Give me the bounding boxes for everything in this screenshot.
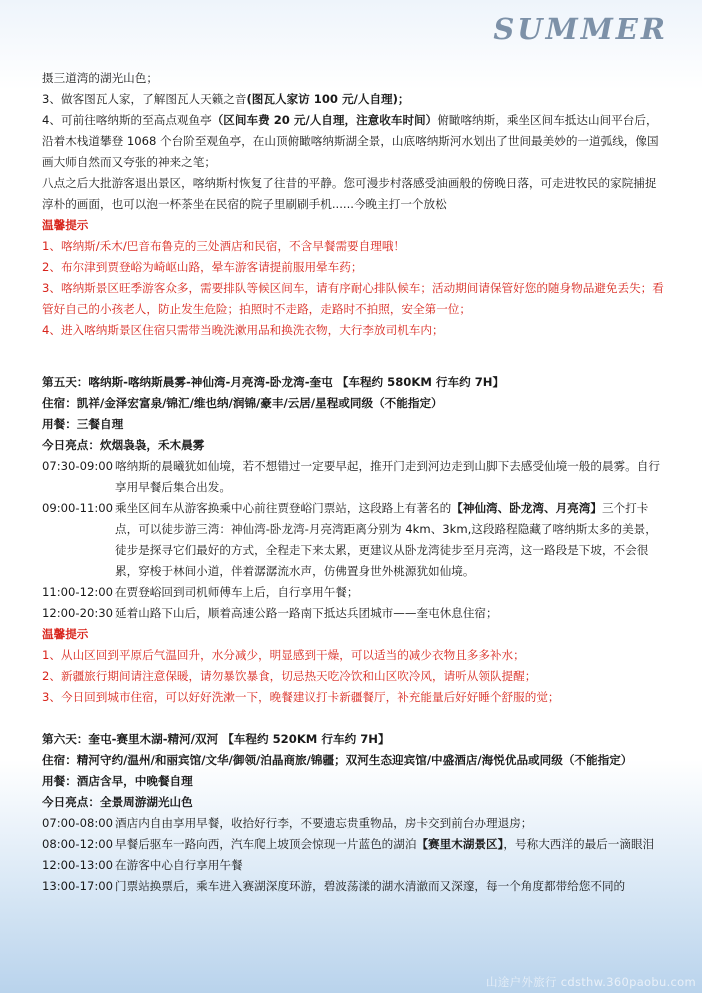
schedule-time: 09:00-11:00 [42, 501, 114, 515]
schedule-row [42, 456, 664, 498]
schedule-time: 07:00-08:00 [42, 816, 114, 830]
tip-item: 3、喀纳斯景区旺季游客众多，需要排队等候区间车，请有序耐心排队候车；活动期间请保管好您的随身物品避免丢失；看管好自己的小孩老人，防止发生危险；拍照时不走路，走路时不拍照，安全第一位； [42, 281, 664, 316]
schedule-desc: 酒店内自由享用早餐，收拾好行李，不要遗忘贵重物品，房卡交到前台办理退房； [115, 816, 533, 830]
schedule-row [42, 498, 664, 582]
tip-item: 1、从山区回到平原后气温回升，水分减少，明显感到干燥，可以适当的减少衣物且多多补水； [42, 648, 525, 662]
schedule-row [42, 834, 664, 855]
schedule-time: 13:00-17:00 [42, 879, 114, 893]
schedule-row [42, 582, 664, 603]
tip-item: 2、新疆旅行期间请注意保暖，请勿暴饮暴食，切忌热天吃冷饮和山区吹冷风，请听从领队提醒； [42, 669, 537, 683]
day5-title: 第五天：喀纳斯-喀纳斯晨雾-神仙湾-月亮湾-卧龙湾-奎屯 【车程约 580KM 行车约 7H】 [42, 375, 505, 389]
tip-item: 4、进入喀纳斯景区住宿只需带当晚洗漱用品和换洗衣物，大行李放司机车内； [42, 323, 444, 337]
tip-item: 3、今日回到城市住宿，可以好好洗漱一下，晚餐建议打卡新疆餐厅，补充能量后好好睡个舒服的觉； [42, 690, 560, 704]
day6-title: 第六天：奎屯-赛里木湖-精河/双河 【车程约 520KM 行车约 7H】 [42, 732, 390, 746]
schedule-desc: 门票站换票后，乘车进入赛湖深度环游，碧波荡漾的湖水清澈而又深邃，每一个角度都带给您不同的 [115, 879, 626, 893]
schedule-desc: 延着山路下山后，顺着高速公路一路南下抵达兵团城市——奎屯休息住宿； [115, 606, 498, 620]
day5-hotel: 住宿：凯祥/金泽宏富泉/锦汇/维也纳/润锦/豪丰/云居/星程或同级（不能指定） [42, 396, 443, 410]
schedule-row [42, 855, 664, 876]
schedule-time: 07:30-09:00 [42, 459, 114, 473]
schedule-time: 12:00-13:00 [42, 858, 114, 872]
schedule-time: 12:00-20:30 [42, 606, 114, 620]
schedule-desc: 在贾登峪回到司机师傅车上后，自行享用午餐； [115, 585, 359, 599]
intro-item-3: 3、做客图瓦人家，了解图瓦人天籁之音(图瓦人家访 100 元/人自理)； [42, 92, 410, 106]
day6-highlight: 今日亮点：全景周游湖光山色 [42, 795, 193, 809]
tips-title: 温馨提示 [42, 218, 89, 232]
schedule-row [42, 813, 664, 834]
brand-logo: SUMMER [493, 12, 668, 46]
day5-meals: 用餐：三餐自理 [42, 417, 124, 431]
schedule-time: 11:00-12:00 [42, 585, 114, 599]
day5-highlight: 今日亮点：炊烟袅袅，禾木晨雾 [42, 438, 205, 452]
tip-item: 1、喀纳斯/禾木/巴音布鲁克的三处酒店和民宿，不含早餐需要自理哦！ [42, 239, 406, 253]
tip-item: 2、布尔津到贾登峪为崎岖山路，晕车游客请提前服用晕车药； [42, 260, 363, 274]
schedule-time: 08:00-12:00 [42, 837, 114, 851]
day6-meals: 用餐：酒店含早，中晚餐自理 [42, 774, 193, 788]
schedule-desc: 在游客中心自行享用午餐 [115, 858, 243, 872]
intro-item-4: 4、可前往喀纳斯的至高点观鱼亭（区间车费 20 元/人自理，注意收车时间）俯瞰喀纳斯，乘坐区间车抵达山间平台后，沿着木栈道攀登 1068 个台阶至观鱼亭，在山顶俯瞰喀纳斯湖全景，山底喀纳斯河水划出了世间最美妙的一道弧线，像国画大师自然而又夸张的神来之笔； [42, 113, 659, 169]
day6-hotel: 住宿：精河守约/温州/和丽宾馆/文华/御领/泊晶商旅/锦疆；双河生态迎宾馆/中盛酒店/海悦优品或同级（不能指定） [42, 753, 633, 767]
intro-line: 摄三道湾的湖光山色； [42, 71, 158, 85]
schedule-desc: 喀纳斯的晨曦犹如仙境，若不想错过一定要早起，推开门走到河边走到山脚下去感受仙境一般的晨雾。自行享用早餐后集合出发。 [115, 459, 660, 494]
schedule-row [42, 876, 664, 897]
schedule-desc: 乘坐区间车从游客换乘中心前往贾登峪门票站，这段路上有著名的【神仙湾、卧龙湾、月亮湾】三个打卡点，可以徒步游三湾：神仙湾-卧龙湾-月亮湾距离分别为 4km、3km,这段路程隐藏了喀纳斯太多的美景，徒步是探寻它们最好的方式，全程走下来太累，更建议从卧龙湾徒步至月亮湾，这一路段是下坡，不会很累，穿梭于林间小道，伴着潺潺流水声，仿佛置身世外桃源犹如仙境。 [115, 501, 657, 578]
schedule-desc: 早餐后驱车一路向西，汽车爬上坡顶会惊现一片蓝色的湖泊【赛里木湖景区】，号称大西洋的最后一滴眼泪 [115, 837, 655, 851]
itinerary-page [42, 68, 664, 897]
tips-title: 温馨提示 [42, 627, 89, 641]
schedule-row [42, 603, 664, 624]
intro-evening: 八点之后大批游客退出景区，喀纳斯村恢复了往昔的平静。您可漫步村落感受油画般的傍晚日落，可走进牧民的家院捕捉淳朴的画面，也可以泡一杯茶坐在民宿的院子里刷刷手机......今晚主打一个放松 [42, 176, 657, 211]
watermark-footer: 山途户外旅行 cdsthw.360paobu.com [485, 975, 696, 989]
